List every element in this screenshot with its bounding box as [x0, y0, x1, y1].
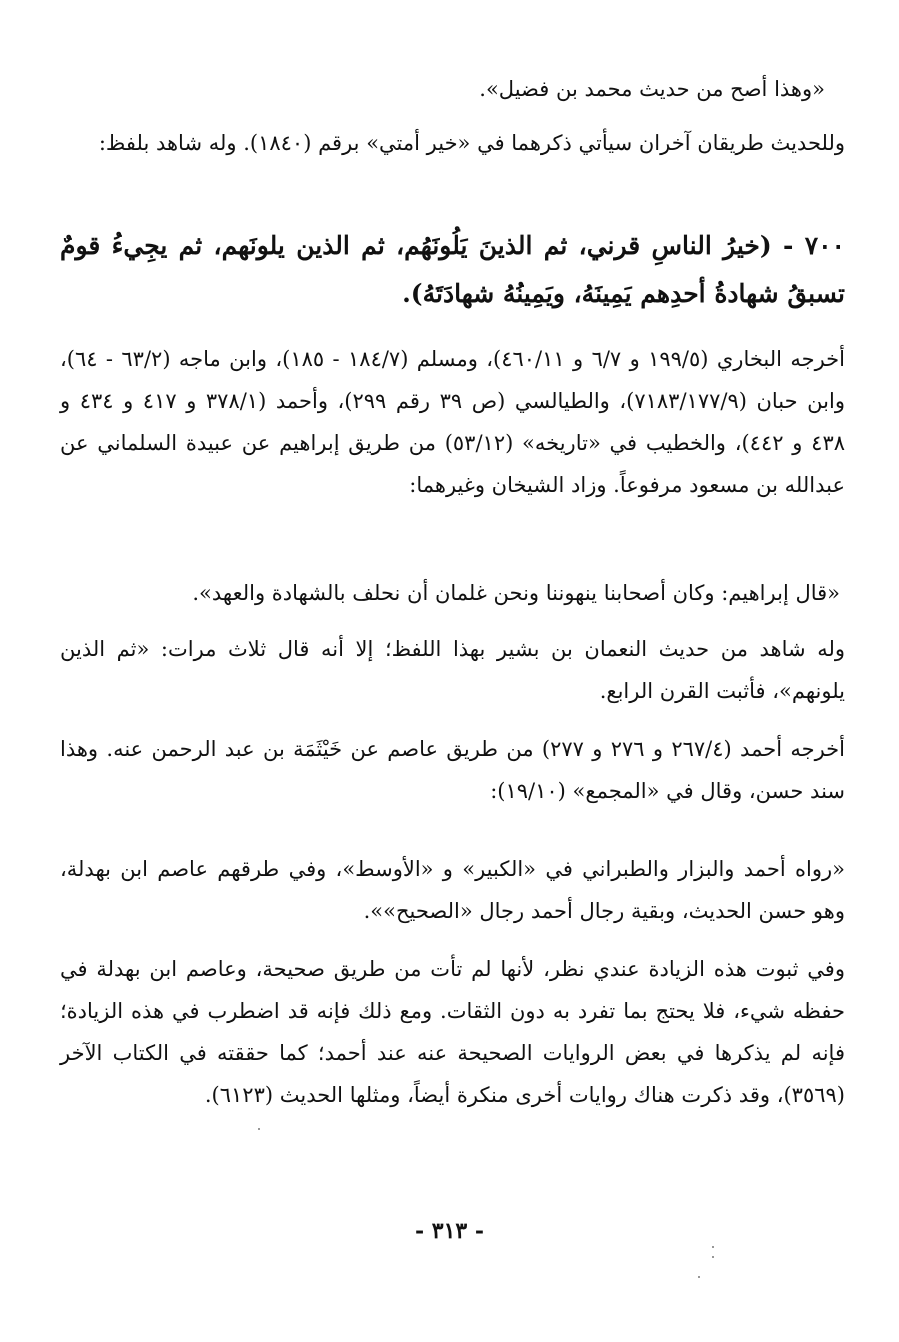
- quote-paragraph: «رواه أحمد والبزار والطبراني في «الكبير» و «الأوسط»، وفي طرقهم عاصم ابن بهدلة، وهو حسن الحديث، وبقية رجال أحمد رجال «الصحيح»».: [60, 857, 845, 923]
- body-paragraph: وفي ثبوت هذه الزيادة عندي نظر، لأنها لم تأت من طريق صحيحة، وعاصم ابن بهدلة في حفظه شيء، فلا يحتج بما تفرد به دون الثقات. ومع ذلك فإنه قد اضطرب في هذه الزيادة؛ فإنه لم يذكرها في بعض الروايات الصحيحة عنه عند أحمد؛ كما حققته في الكتاب الآخر (٣٥٦٩)، وقد ذكرت هناك روايات أخرى منكرة أيضاً، ومثلها الحديث (٦١٢٣).: [60, 957, 845, 1107]
- page-number: - ٣١٣ -: [414, 1218, 485, 1244]
- body-paragraph: وللحديث طريقان آخران سيأتي ذكرهما في «خير أمتي» برقم (١٨٤٠). وله شاهد بلفظ:: [98, 131, 845, 155]
- quote-paragraph: «وهذا أصح من حديث محمد بن فضيل».: [479, 77, 825, 101]
- hadith-text: ٧٠٠ - (خيرُ الناسِ قرني، ثم الذينَ يَلُونَهُم، ثم الذين يلونَهم، ثم يجِيءُ قومٌ تسبقُ شهادةُ أحدِهم يَمِينَهُ، ويَمِينُهُ شهادَتَهُ).: [60, 231, 845, 308]
- scan-speck: [698, 1276, 700, 1278]
- body-paragraph: وله شاهد من حديث النعمان بن بشير بهذا اللفظ؛ إلا أنه قال ثلاث مرات: «ثم الذين يلونهم»، فأثبت القرن الرابع.: [60, 637, 845, 703]
- scan-speck: [712, 1256, 714, 1258]
- takhrij-paragraph: أخرجه البخاري (١٩٩/٥ و ٦/٧ و ٤٦٠/١١)، ومسلم (١٨٤/٧ - ١٨٥)، وابن ماجه (٦٣/٢ - ٦٤)، وابن حبان (٧١٨٣/١٧٧/٩)، والطيالسي (ص ٣٩ رقم ٢٩٩)، وأحمد (٣٧٨/١ و ٤١٧ و ٤٣٤ و ٤٣٨ و ٤٤٢)، والخطيب في «تاريخه» (٥٣/١٢) من طريق إبراهيم عن عبيدة السلماني عن عبدالله بن مسعود مرفوعاً. وزاد الشيخان وغيرهما:: [60, 347, 846, 497]
- scan-speck: [712, 1246, 714, 1248]
- scan-speck: [258, 1128, 260, 1130]
- takhrij-paragraph: أخرجه أحمد (٢٦٧/٤ و ٢٧٦ و ٢٧٧) من طريق عاصم عن خَيْثَمَة بن عبد الرحمن عنه. وهذا سند حسن، وقال في «المجمع» (١٩/١٠):: [60, 737, 845, 803]
- quote-paragraph: «قال إبراهيم: وكان أصحابنا ينهوننا ونحن غلمان أن نحلف بالشهادة والعهد».: [192, 581, 840, 605]
